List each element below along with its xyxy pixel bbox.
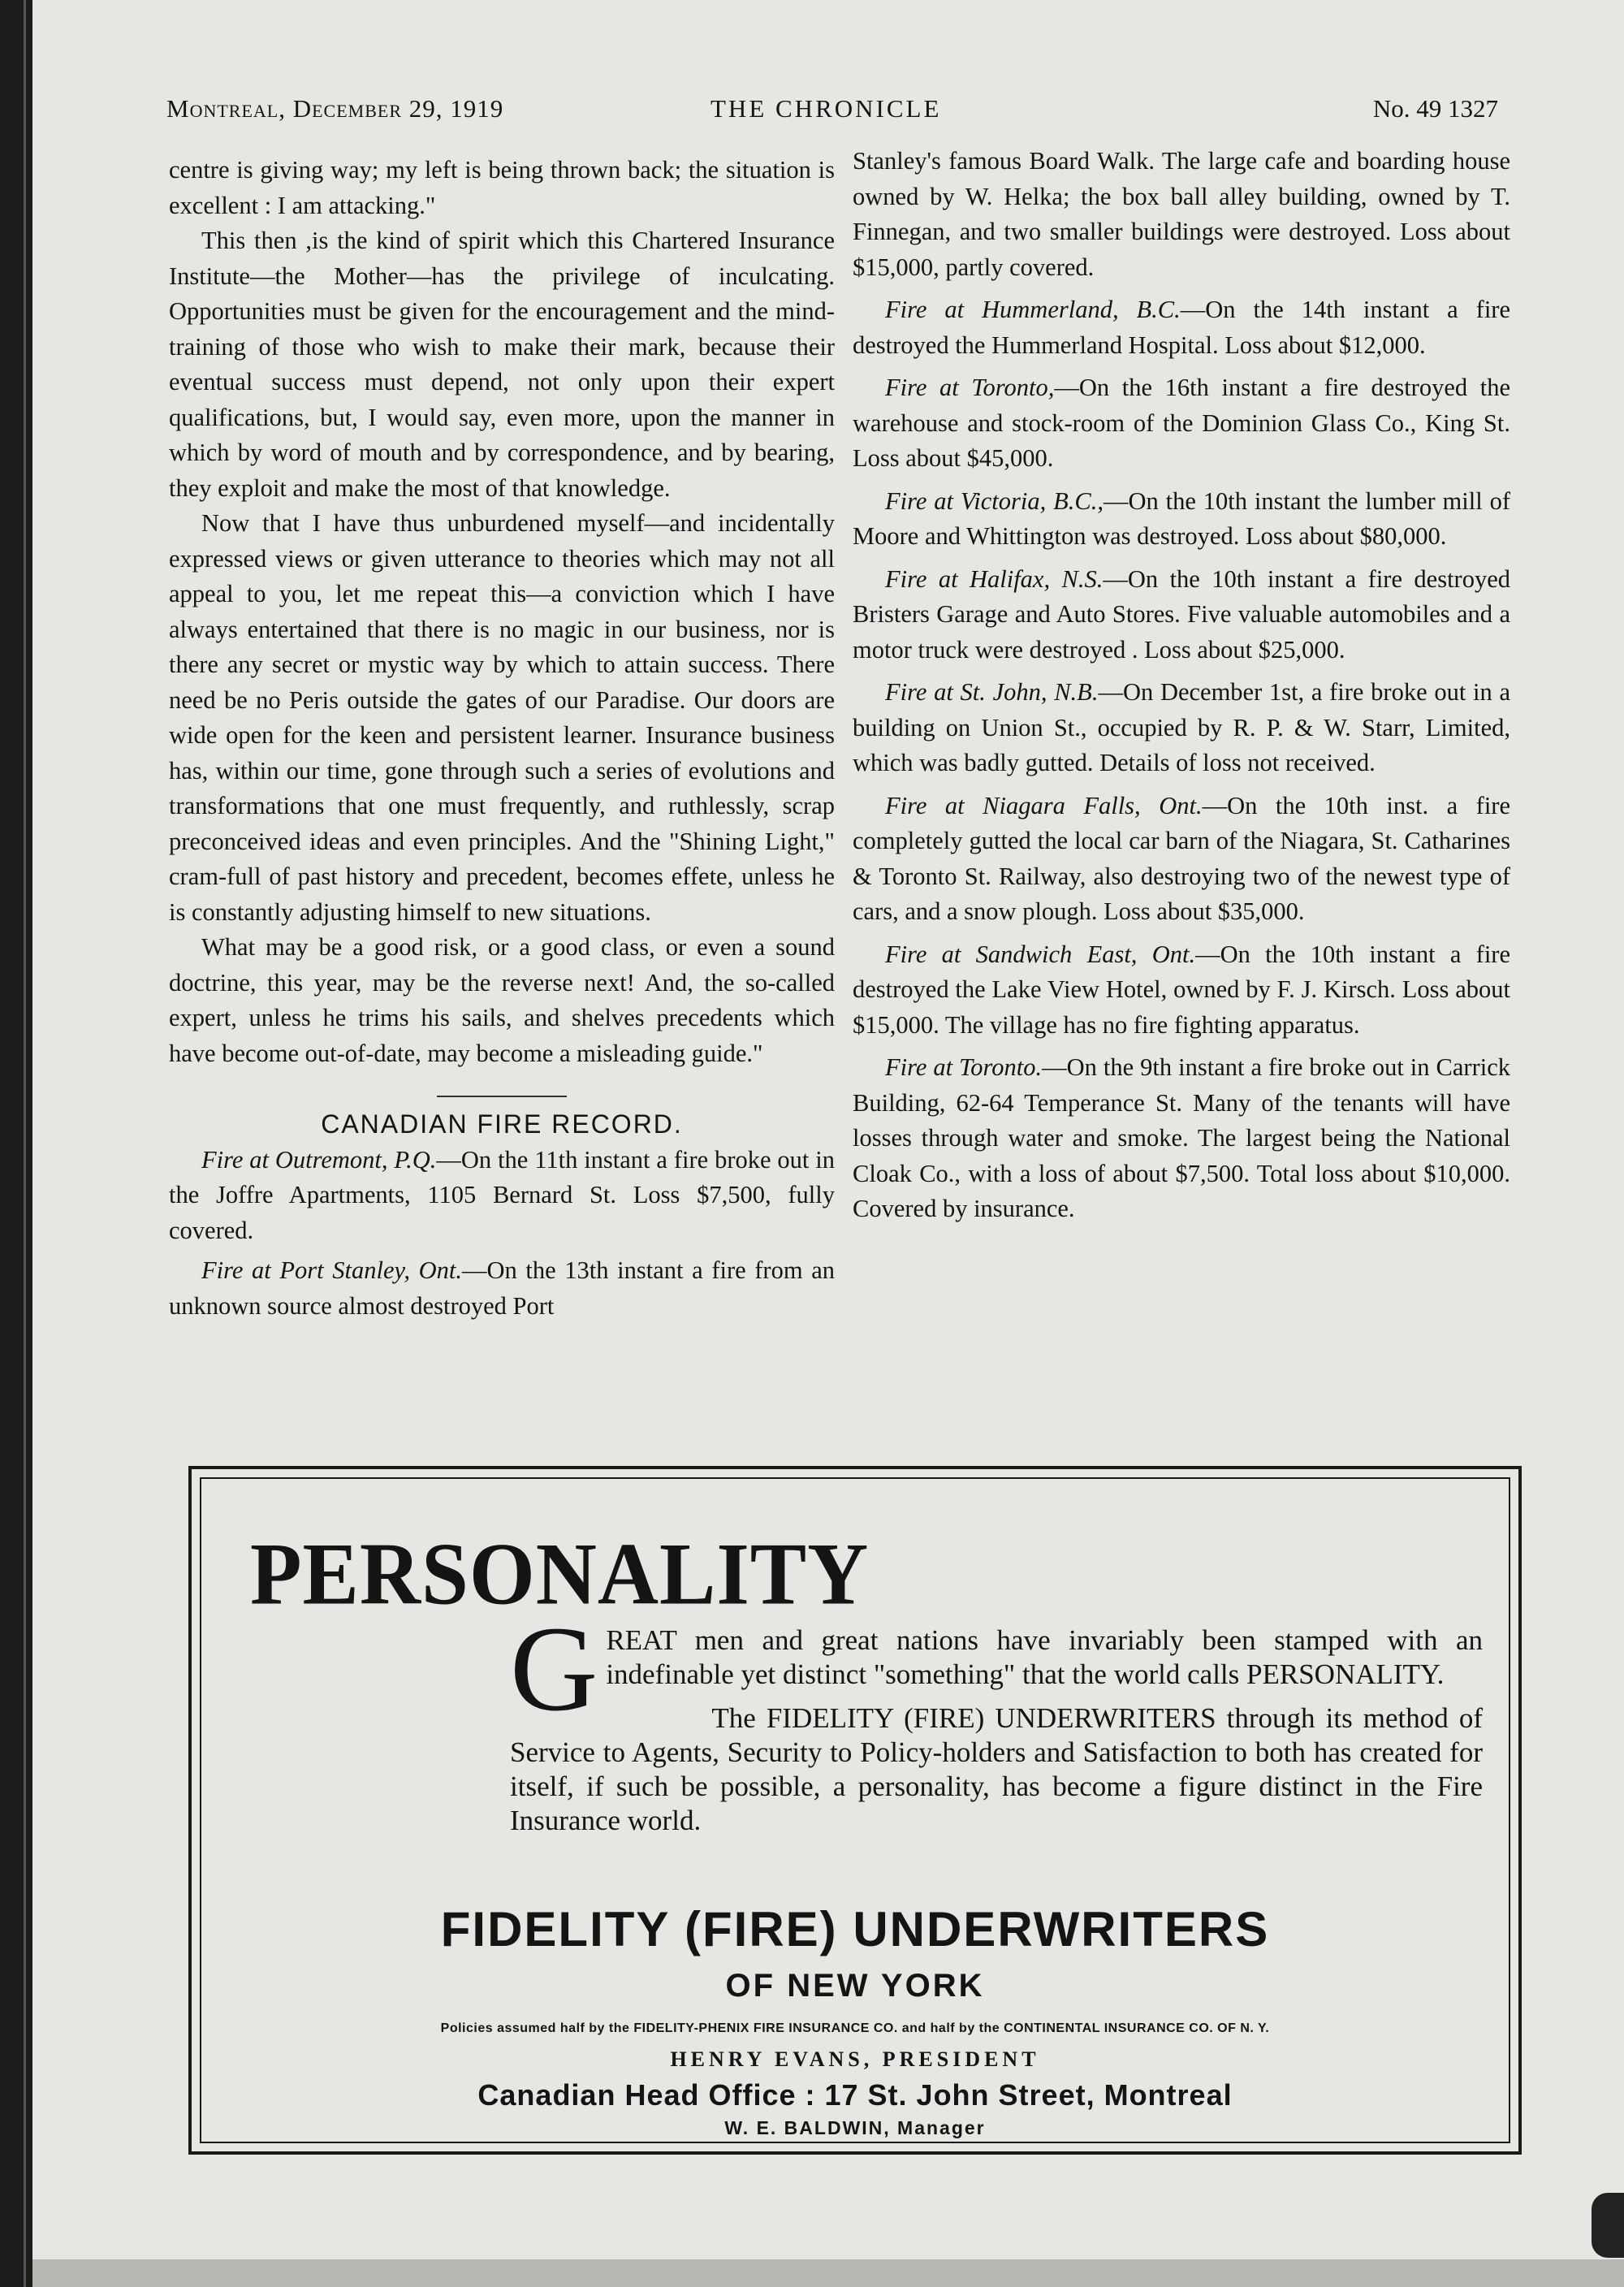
fire-record-item <box>853 484 1510 555</box>
ad-head-office: Canadian Head Office : 17 St. John Street, Montreal <box>477 2078 1233 2112</box>
ad-paragraph-text: REAT men and great nations have invariably been stamped with an indefinable yet distinct "something" that the world calls PERSONALITY. <box>606 1624 1483 1690</box>
fire-location: Fire at Niagara Falls, Ont. <box>885 791 1203 819</box>
fire-details: —On the 10th instant a fire destroyed Bristers Garage and Auto Stores. Five valuable automobiles and a motor truck were destroyed . Loss about $25,000. <box>853 564 1510 664</box>
advertisement-inner-border <box>200 1477 1510 2143</box>
fire-record-item <box>853 292 1510 363</box>
article-paragraph: Now that I have thus unburdened myself—and incidentally expressed views or given utterance to theories which may not all appeal to you, let me repeat this—a conviction which I have always entertained that there is no magic in our business, nor is there any secret or mystic way by which to attain success. There need be no Peris outside the gates of our Paradise. Our doors are wide open for the keen and persistent learner. Insurance business has, within our time, gone through such a series of evolutions and transformations that one must frequently, and ruthlessly, scrap preconceived ideas and even principles. And the "Shining Light," cram-full of past history and precedent, becomes effete, unless he is constantly adjusting himself to new situations. <box>169 509 835 926</box>
fire-record-continuation: Stanley's famous Board Walk. The large cafe and boarding house owned by W. Helka; the box ball alley building, owned by T. Finnegan, and two smaller buildings were destroyed. Loss about $15,000, partly covered. <box>853 147 1510 281</box>
header-publication-title: THE CHRONICLE <box>710 94 942 123</box>
fire-location: Fire at Sandwich East, Ont. <box>885 940 1196 968</box>
fire-record-item <box>853 675 1510 781</box>
ad-paragraph: The FIDELITY (FIRE) UNDERWRITERS through its method of Service to Agents, Security to Policy-holders and Satisfaction to both has created for itself, if such be possible, a personality, has become a figure distinct in the Fire Insurance world. <box>510 1702 1483 1836</box>
fire-details: —On the 9th instant a fire broke out in Carrick Building, 62-64 Temperance St. Many of the tenants will have losses through water and smoke. The largest being the National Cloak Co., with a loss of about $7,500. Total loss about $10,000. Covered by insurance. <box>853 1053 1510 1222</box>
fire-details: —On December 1st, a fire broke out in a building on Union St., occupied by R. P. & W. Starr, Limited, which was badly gutted. Details of loss not received. <box>853 678 1511 776</box>
scan-bottom-margin <box>32 2259 1624 2287</box>
ad-fine-print: Policies assumed half by the FIDELITY-PHENIX FIRE INSURANCE CO. and half by the CONTINENTAL INSURANCE CO. OF N. Y. <box>440 2021 1270 2035</box>
section-divider <box>437 1096 567 1097</box>
fire-record-item <box>169 1143 835 1249</box>
fire-location: Fire at Toronto. <box>885 1053 1043 1081</box>
fire-details: —On the 14th instant a fire destroyed the Hummerland Hospital. Loss about $12,000. <box>853 296 1510 359</box>
fire-details: —On the 13th instant a fire from an unknown source almost destroyed Port <box>169 1256 835 1320</box>
ad-body-copy <box>510 1602 1483 1838</box>
header-date: Montreal, December 29, 1919 <box>166 94 504 123</box>
article-paragraph: This then ,is the kind of spirit which this Chartered Insurance Institute—the Mother—has the privilege of inculcating. Opportunities must be given for the encouragement and the mind-training of those who wish to make their mark, because their eventual success must depend, not only upon their expert qualifications, but, I would say, even more, upon the manner in which by word of mouth and by correspondence, and by bearing, they exploit and make the most of that knowledge. <box>169 227 835 502</box>
ad-company-location: OF NEW YORK <box>725 1968 985 2004</box>
ad-manager: W. E. BALDWIN, Manager <box>724 2117 986 2138</box>
fire-location: Fire at Toronto, <box>885 374 1055 401</box>
fire-details: —On the 10th instant a fire destroyed the Lake View Hotel, owned by F. J. Kirsch. Loss about $15,000. The village has no fire fighting apparatus. <box>853 940 1510 1039</box>
fire-record-item <box>853 789 1510 930</box>
section-title-fire-record: CANADIAN FIRE RECORD. <box>321 1109 683 1139</box>
ad-headline: PERSONALITY <box>250 1525 870 1623</box>
column-right <box>853 144 1510 1234</box>
fire-location: Fire at Hummerland, B.C. <box>885 296 1181 323</box>
fire-record-item <box>853 370 1510 477</box>
ad-paragraph <box>510 1602 1483 1736</box>
fire-record-item <box>853 937 1510 1044</box>
article-paragraph: centre is giving way; my left is being thrown back; the situation is excellent : I am attacking." <box>169 156 835 219</box>
fire-location: Fire at St. John, N.B. <box>885 678 1099 706</box>
fire-location: Fire at Outremont, P.Q. <box>201 1145 437 1174</box>
ad-drop-cap: G <box>510 1602 598 1736</box>
ad-president: HENRY EVANS, PRESIDENT <box>670 2047 1040 2071</box>
ad-company-name: FIDELITY (FIRE) UNDERWRITERS <box>440 1902 1270 1956</box>
fire-details: —On the 10th inst. a fire completely gutted the local car barn of the Niagara, St. Catharines & Toronto St. Railway, also destroying two of the newest type of cars, and a snow plough. Loss about $35,000. <box>853 791 1510 925</box>
fire-details: —On the 11th instant a fire broke out in the Joffre Apartments, 1105 Bernard St. Loss $7,500, fully covered. <box>169 1145 835 1244</box>
page-edge-shadow <box>0 0 32 2287</box>
fire-record-item <box>853 1050 1510 1227</box>
fire-location: Fire at Port Stanley, Ont. <box>201 1256 462 1284</box>
page-header <box>166 94 1498 133</box>
fire-details: —On the 16th instant a fire destroyed the warehouse and stock-room of the Dominion Glass Co., King St. Loss about $45,000. <box>853 374 1510 472</box>
fire-record-item <box>853 562 1510 668</box>
fire-details: —On the 10th instant the lumber mill of Moore and Whittington was destroyed. Loss about $80,000. <box>853 486 1510 550</box>
scan-smudge <box>1592 2193 1624 2258</box>
fire-location: Fire at Victoria, B.C., <box>885 486 1104 515</box>
column-left <box>169 153 835 1329</box>
fire-location: Fire at Halifax, N.S. <box>885 564 1104 593</box>
fire-record-item <box>169 1253 835 1324</box>
header-issue-page: No. 49 1327 <box>1372 94 1498 123</box>
article-paragraph: What may be a good risk, or a good class, or even a sound doctrine, this year, may be the reverse next! And, the so-called expert, unless he trims his sails, and shelves precedents which have become out-of-date, may become a misleading guide." <box>169 933 835 1067</box>
advertisement-box <box>188 1466 1522 2155</box>
